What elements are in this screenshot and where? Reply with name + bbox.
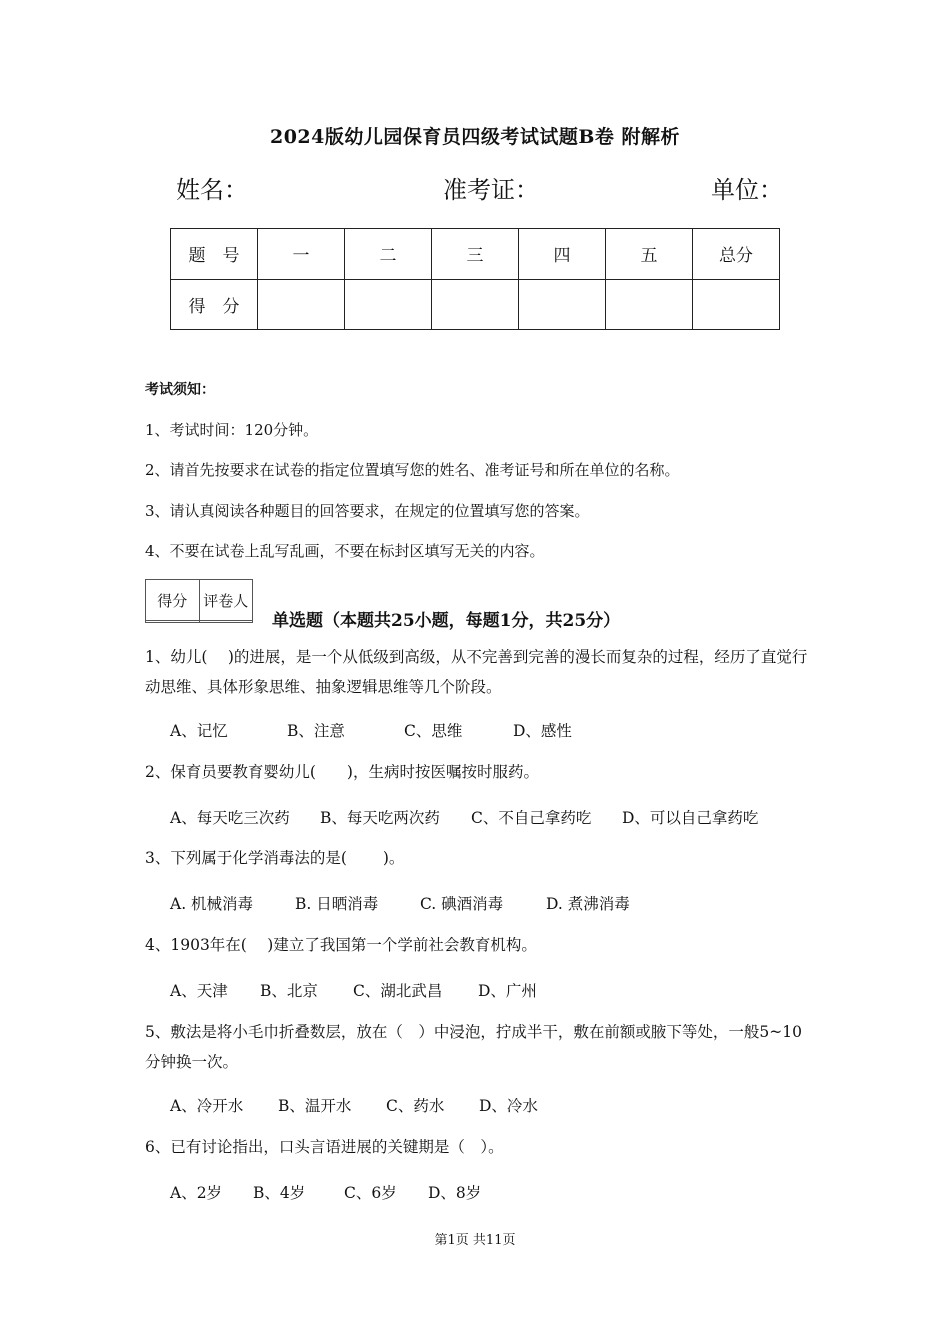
page-footer: 第1页 共11页 xyxy=(434,1233,516,1248)
option: A、天津 xyxy=(170,982,228,1000)
score-cell xyxy=(519,279,606,330)
option: D. 煮沸消毒 xyxy=(546,895,630,913)
question-4: 4、1903年在( )建立了我国第一个学前社会教育机构。 xyxy=(145,936,537,954)
score-header-cell: 四 xyxy=(519,229,606,280)
score-header-cell: 二 xyxy=(345,229,432,280)
option: A、2岁 xyxy=(170,1184,223,1202)
option: C、湖北武昌 xyxy=(353,982,443,1000)
score-cell xyxy=(258,279,345,330)
question-3-options xyxy=(170,892,630,914)
option: B、注意 xyxy=(287,722,345,740)
option: D、8岁 xyxy=(428,1184,482,1202)
question-1-options xyxy=(170,719,572,741)
option: A. 机械消毒 xyxy=(170,895,254,913)
notice-item: 3、请认真阅读各种题目的回答要求，在规定的位置填写您的答案。 xyxy=(145,502,590,520)
option: D、可以自己拿药吃 xyxy=(622,809,759,827)
question-5-options xyxy=(170,1094,538,1116)
score-table xyxy=(170,228,780,330)
option: B、温开水 xyxy=(278,1097,352,1115)
score-header-cell: 总分 xyxy=(693,229,780,280)
score-header-cell: 三 xyxy=(432,229,519,280)
notice-item: 1、考试时间：120分钟。 xyxy=(145,421,319,439)
score-table-score-row xyxy=(171,279,780,330)
option: A、每天吃三次药 xyxy=(170,809,290,827)
option: A、冷开水 xyxy=(170,1097,244,1115)
option: A、记忆 xyxy=(170,722,228,740)
score-header-cell: 一 xyxy=(258,229,345,280)
grader-score-label: 得分 xyxy=(146,580,200,621)
question-2-options xyxy=(170,806,758,828)
document-title: 2024版幼儿园保育员四级考试试题B卷 附解析 xyxy=(269,126,681,148)
option: B、每天吃两次药 xyxy=(320,809,440,827)
question-5: 5、敷法是将小毛巾折叠数层，放在（ ）中浸泡，拧成半干，敷在前额或腋下等处，一般5~10分钟换一次。 xyxy=(145,1023,802,1071)
question-4-options xyxy=(170,979,537,1001)
option: B、北京 xyxy=(260,982,318,1000)
score-table-header-row xyxy=(171,229,780,280)
option: D、广州 xyxy=(478,982,537,1000)
option: C、不自己拿药吃 xyxy=(471,809,592,827)
grader-score-cell xyxy=(146,621,200,623)
score-header-cell: 五 xyxy=(606,229,693,280)
name-field-label: 姓名： xyxy=(176,176,248,204)
option: C. 碘酒消毒 xyxy=(420,895,504,913)
grader-box xyxy=(145,579,253,623)
notice-item: 2、请首先按要求在试卷的指定位置填写您的姓名、准考证号和所在单位的名称。 xyxy=(145,461,680,479)
question-2: 2、保育员要教育婴幼儿( )，生病时按医嘱按时服药。 xyxy=(145,763,539,781)
score-header-cell: 题 号 xyxy=(171,229,258,280)
question-1: 1、幼儿( )的进展，是一个从低级到高级，从不完善到完善的漫长而复杂的过程，经历了直觉行动思维、具体形象思维、抽象逻辑思维等几个阶段。 xyxy=(145,648,808,696)
question-6: 6、已有讨论指出，口头言语进展的关键期是（ ）。 xyxy=(145,1138,504,1156)
exam-number-field-label: 准考证： xyxy=(443,176,539,204)
score-cell xyxy=(345,279,432,330)
option: C、6岁 xyxy=(344,1184,397,1202)
grader-name-label: 评卷人 xyxy=(199,580,253,621)
unit-field-label: 单位： xyxy=(711,176,783,204)
score-cell xyxy=(432,279,519,330)
option: C、思维 xyxy=(404,722,463,740)
question-3: 3、下列属于化学消毒法的是( )。 xyxy=(145,849,405,867)
option: B. 日晒消毒 xyxy=(295,895,379,913)
option: D、感性 xyxy=(513,722,572,740)
score-row-label: 得 分 xyxy=(171,279,258,330)
question-6-options xyxy=(170,1181,481,1203)
grader-name-cell xyxy=(199,621,253,623)
option: C、药水 xyxy=(386,1097,445,1115)
notice-heading: 考试须知： xyxy=(145,382,215,398)
option: D、冷水 xyxy=(479,1097,538,1115)
section-title: 单选题（本题共25小题，每题1分，共25分） xyxy=(272,611,621,631)
option: B、4岁 xyxy=(253,1184,306,1202)
notice-item: 4、不要在试卷上乱写乱画，不要在标封区填写无关的内容。 xyxy=(145,542,545,560)
score-cell xyxy=(606,279,693,330)
score-cell xyxy=(693,279,780,330)
